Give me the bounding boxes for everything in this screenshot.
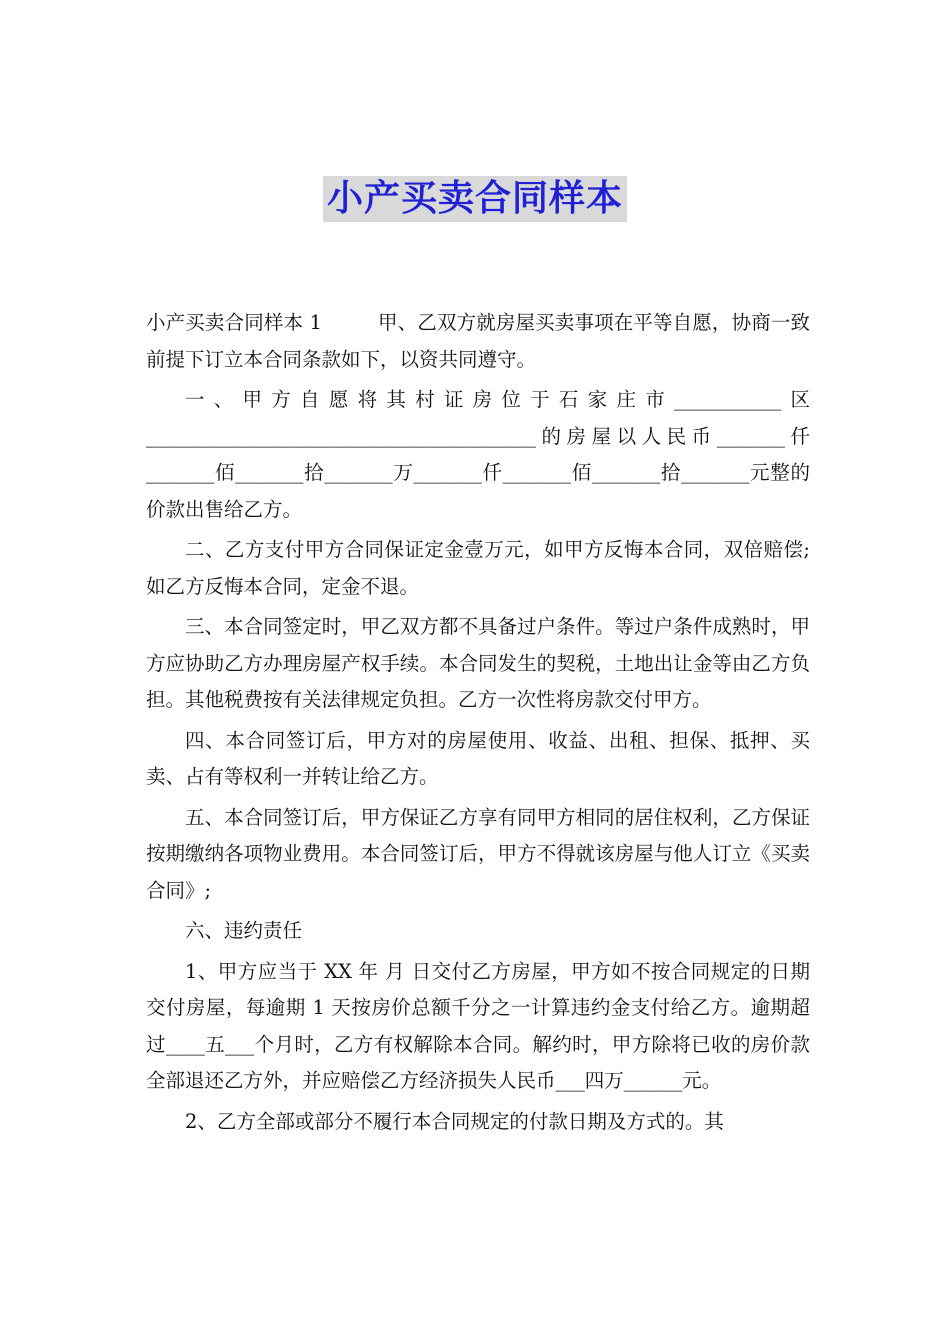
paragraph-intro — [146, 305, 810, 378]
title-container — [0, 176, 950, 222]
intro-text: 甲、乙双方就房屋买卖事项在平等自愿，协商一致前提下订立本合同条款如下，以资共同遵守。 — [146, 311, 810, 371]
clause-6-item-2: 2、乙方全部或部分不履行本合同规定的付款日期及方式的。其 — [185, 1109, 724, 1133]
clause-4: 四、本合同签订后，甲方对的房屋使用、收益、出租、担保、抵押、买卖、占有等权利一并转让给乙方。 — [146, 728, 810, 788]
clause-3: 三、本合同签定时，甲乙双方都不具备过户条件。等过户条件成熟时，甲方应协助乙方办理房屋产权手续。本合同发生的契税，土地出让金等由乙方负担。其他税费按有关法律规定负担。乙方一次性将房款交付甲方。 — [146, 615, 810, 711]
sample-heading: 小产买卖合同样本 1 — [146, 311, 322, 334]
clause-6-heading: 六、违约责任 — [185, 919, 303, 942]
clause-1: 一、甲方自愿将其村证房位于石家庄市___________区________________________________________的房屋以人民币_______仟_______佰_______拾_______万_______仟_______佰_______拾_______元整的价款出售给乙方。 — [146, 388, 810, 521]
clause-2: 二、乙方支付甲方合同保证定金壹万元，如甲方反悔本合同，双倍赔偿;如乙方反悔本合同，定金不退。 — [146, 538, 810, 598]
document-title: 小产买卖合同样本 — [323, 176, 627, 222]
clause-5: 五、本合同签订后，甲方保证乙方享有同甲方相同的居住权利，乙方保证按期缴纳各项物业费用。本合同签订后，甲方不得就该房屋与他人订立《买卖合同》; — [146, 805, 810, 902]
document-body — [146, 305, 810, 1144]
clause-6-item-1: 1、甲方应当于 XX 年 月 日交付乙方房屋，甲方如不按合同规定的日期交付房屋，每逾期 1 天按房价总额千分之一计算违约金支付给乙方。逾期超过____五___个月时，乙方有权解除本合同。解约时，甲方除将已收的房价款全部退还乙方外，并应赔偿乙方经济损失人民币___四万______元。 — [146, 959, 810, 1092]
